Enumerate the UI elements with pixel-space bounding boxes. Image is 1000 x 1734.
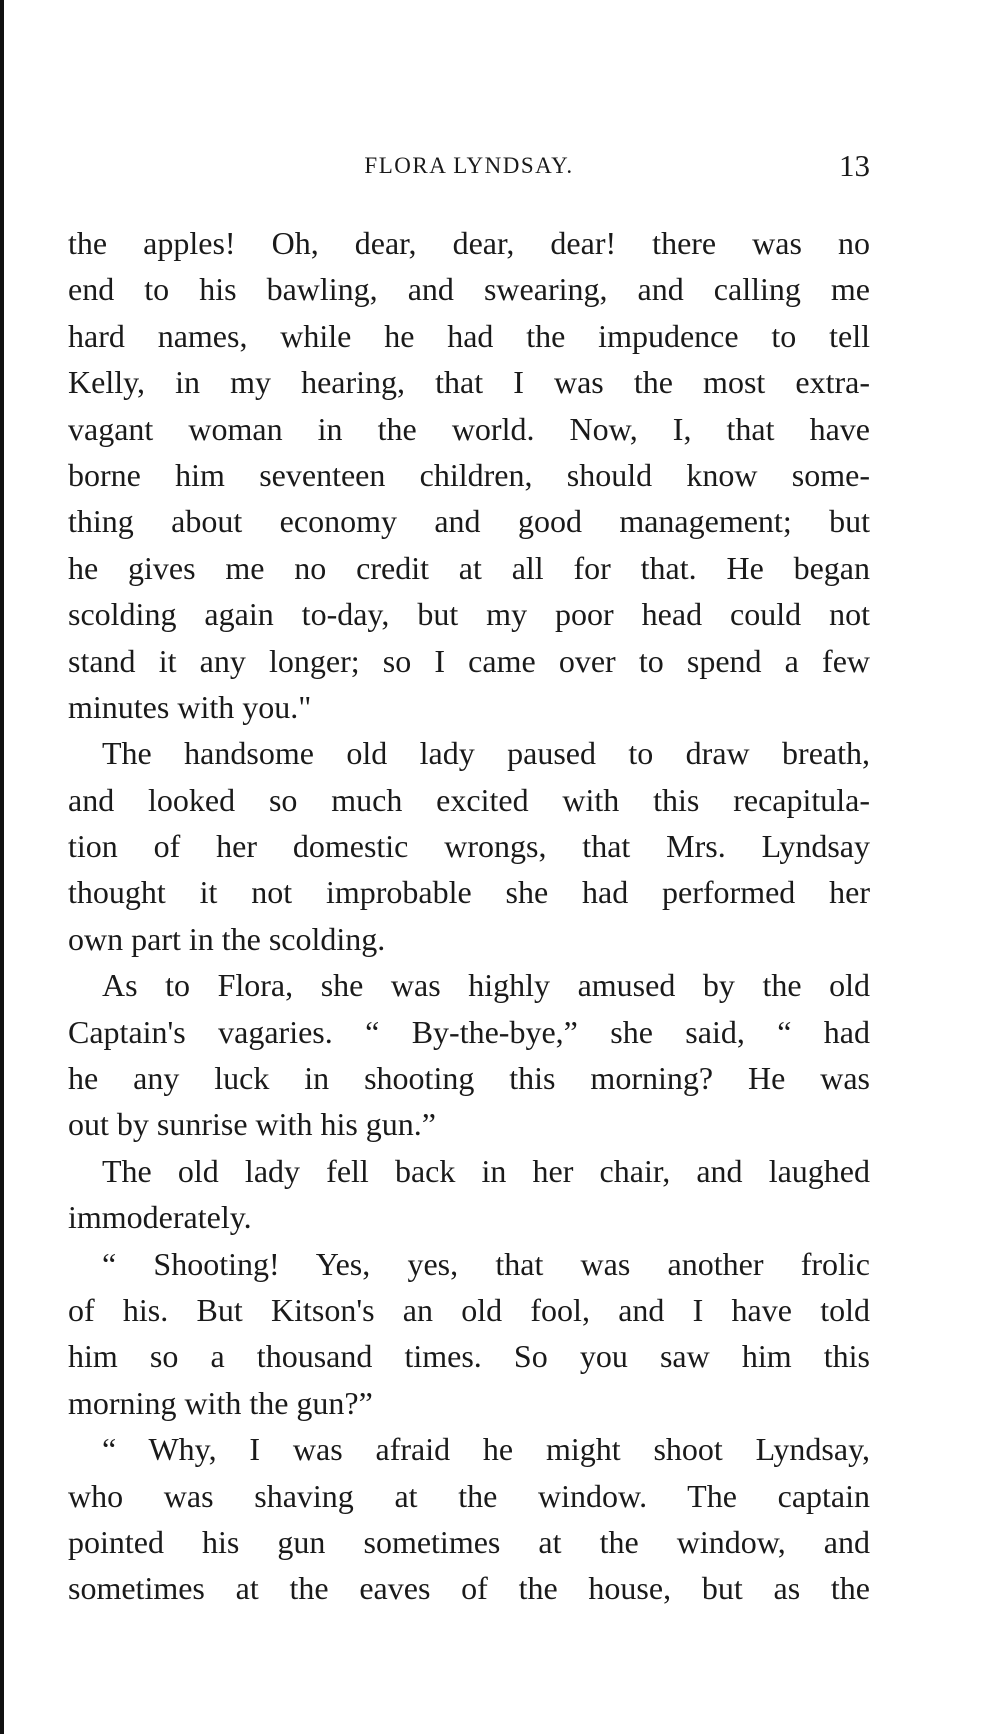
text-line: sometimes at the eaves of the house, but as the (68, 1570, 870, 1607)
text-line: morning with the gun?” (68, 1384, 373, 1421)
running-header (68, 146, 870, 186)
text-line: thing about economy and good management; but (68, 503, 870, 540)
text-line: and looked so much excited with this recapitula- (68, 781, 870, 818)
text-line: hard names, while he had the impudence to tell (68, 317, 870, 354)
page-number: 13 (839, 148, 870, 183)
text-line: minutes with you." (68, 688, 312, 725)
text-line: The handsome old lady paused to draw breath, (102, 735, 870, 772)
text-line: As to Flora, she was highly amused by the old (102, 967, 870, 1004)
text-line: thought it not improbable she had performed her (68, 874, 870, 911)
body-text (68, 220, 870, 1612)
text-line: Kelly, in my hearing, that I was the most extra- (68, 364, 870, 401)
text-line: stand it any longer; so I came over to spend a few (68, 642, 870, 679)
running-title: FLORA LYNDSAY. (364, 153, 574, 178)
text-line: him so a thousand times. So you saw him this (68, 1338, 870, 1375)
text-line: The old lady fell back in her chair, and laughed (102, 1152, 870, 1189)
text-line: the apples! Oh, dear, dear, dear! there was no (68, 225, 870, 261)
text-line: vagant woman in the world. Now, I, that have (68, 410, 870, 447)
text-line: immoderately. (68, 1199, 252, 1236)
text-line: scolding again to-day, but my poor head could not (68, 596, 870, 633)
text-line: he any luck in shooting this morning? He was (68, 1060, 870, 1097)
page-binding-edge (0, 0, 4, 1734)
text-line: out by sunrise with his gun.” (68, 1106, 436, 1143)
text-line: pointed his gun sometimes at the window, and (68, 1523, 870, 1560)
text-line: own part in the scolding. (68, 920, 386, 957)
text-line: end to his bawling, and swearing, and calling me (68, 271, 870, 308)
text-line: borne him seventeen children, should know some- (68, 456, 870, 493)
text-line: of his. But Kitson's an old fool, and I have told (68, 1291, 870, 1328)
text-line: he gives me no credit at all for that. He began (68, 549, 870, 586)
text-line: Captain's vagaries. “ By-the-bye,” she said, “ had (68, 1013, 870, 1050)
text-line: who was shaving at the window. The captain (68, 1477, 870, 1514)
text-line: “ Shooting! Yes, yes, that was another frolic (102, 1245, 870, 1282)
text-line: tion of her domestic wrongs, that Mrs. Lyndsay (68, 828, 870, 865)
text-line: “ Why, I was afraid he might shoot Lyndsay, (102, 1431, 870, 1468)
